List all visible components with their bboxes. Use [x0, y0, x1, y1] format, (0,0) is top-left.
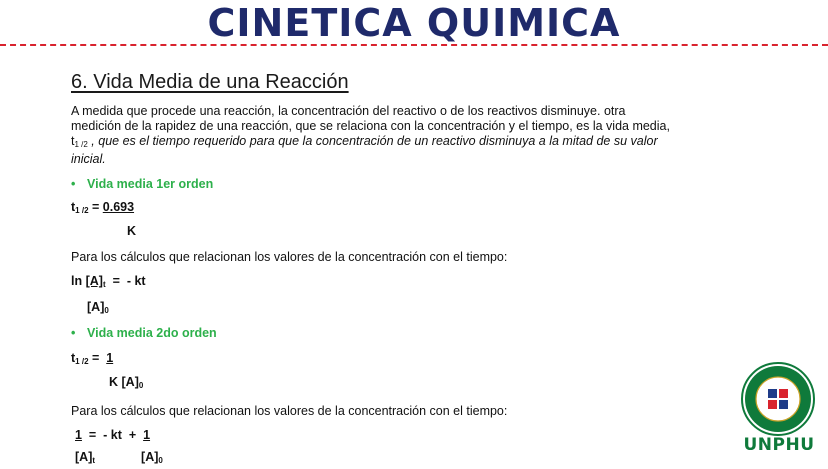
- formula-denominator-subscript: 0: [138, 381, 144, 390]
- title-divider: [0, 44, 828, 46]
- unphu-seal-icon: [741, 362, 815, 436]
- bullet-dot-icon: •: [71, 326, 76, 340]
- second-order-integrated-formula: [71, 427, 671, 443]
- second-order-denominator: [71, 374, 671, 394]
- conc-initial-subscript: 0: [104, 306, 109, 315]
- conc-initial: [A]: [87, 300, 105, 314]
- rhs-denominator-subscript: 0: [158, 456, 163, 465]
- lhs-denominator: [A]: [75, 450, 93, 464]
- slide-banner: [0, 0, 828, 46]
- intro-text: A medida que procede una reacción, la concentración del reactivo o de los reactivos disminuye. otra medición de la rapidez de una reacción, que se relaciona con la concentración y el tiempo, es la vida media,: [71, 104, 670, 133]
- first-order-integrated-formula: [71, 273, 671, 293]
- bullet-first-order-label: Vida media 1er orden: [87, 177, 214, 191]
- bullet-second-order-label: Vida media 2do orden: [87, 326, 217, 340]
- first-order-denominator: [71, 223, 671, 239]
- formula-numerator: 0.693: [102, 200, 135, 214]
- lhs-denominator-subscript: t: [92, 456, 96, 465]
- formula-middle: = - kt +: [81, 428, 144, 442]
- intro-t: t: [71, 134, 75, 148]
- formula-rhs: = - kt: [105, 274, 146, 288]
- bullet-dot-icon: •: [71, 177, 76, 191]
- formula-denominator: K [A]: [109, 375, 139, 389]
- rhs-denominator: [A]: [141, 450, 159, 464]
- second-order-half-life-formula: [71, 350, 671, 370]
- second-order-denominators: [71, 449, 671, 469]
- formula-t-subscript: 1 /2: [75, 357, 89, 366]
- bullet-second-order: [71, 325, 671, 341]
- formula-denominator: K: [127, 224, 137, 238]
- formula-t-subscript: 1 /2: [75, 206, 89, 215]
- slide-title: CINETICA QUIMICA: [207, 1, 621, 45]
- formula-t: t: [71, 351, 76, 365]
- intro-italic-text: , que es el tiempo requerido para que la concentración de un reactivo disminuya a la mitad de su valor inicial.: [71, 134, 658, 166]
- section-heading: 6. Vida Media de una Reacción: [71, 71, 349, 93]
- slide-content: [71, 70, 671, 469]
- formula-equals: =: [88, 351, 107, 365]
- formula-numerator: 1: [106, 351, 114, 365]
- formula-equals: =: [88, 200, 103, 214]
- intro-t-subscript: 1 /2: [74, 140, 88, 149]
- rhs-numerator: 1: [143, 428, 151, 442]
- lhs-numerator: 1: [75, 428, 82, 442]
- ln-label: ln: [71, 274, 86, 288]
- formula-t: t: [71, 200, 76, 214]
- intro-paragraph: [71, 104, 671, 167]
- first-order-a0: [71, 299, 671, 319]
- bullet-first-order: [71, 176, 671, 192]
- second-order-calc-text: Para los cálculos que relacionan los valores de la concentración con el tiempo:: [71, 404, 508, 418]
- conc-at-t-subscript: t: [102, 280, 106, 289]
- unphu-logo-text: UNPHU: [743, 435, 815, 455]
- first-order-half-life-formula: [71, 199, 671, 219]
- first-order-calc-text: Para los cálculos que relacionan los valores de la concentración con el tiempo:: [71, 250, 508, 264]
- conc-at-t: [A]: [85, 274, 103, 288]
